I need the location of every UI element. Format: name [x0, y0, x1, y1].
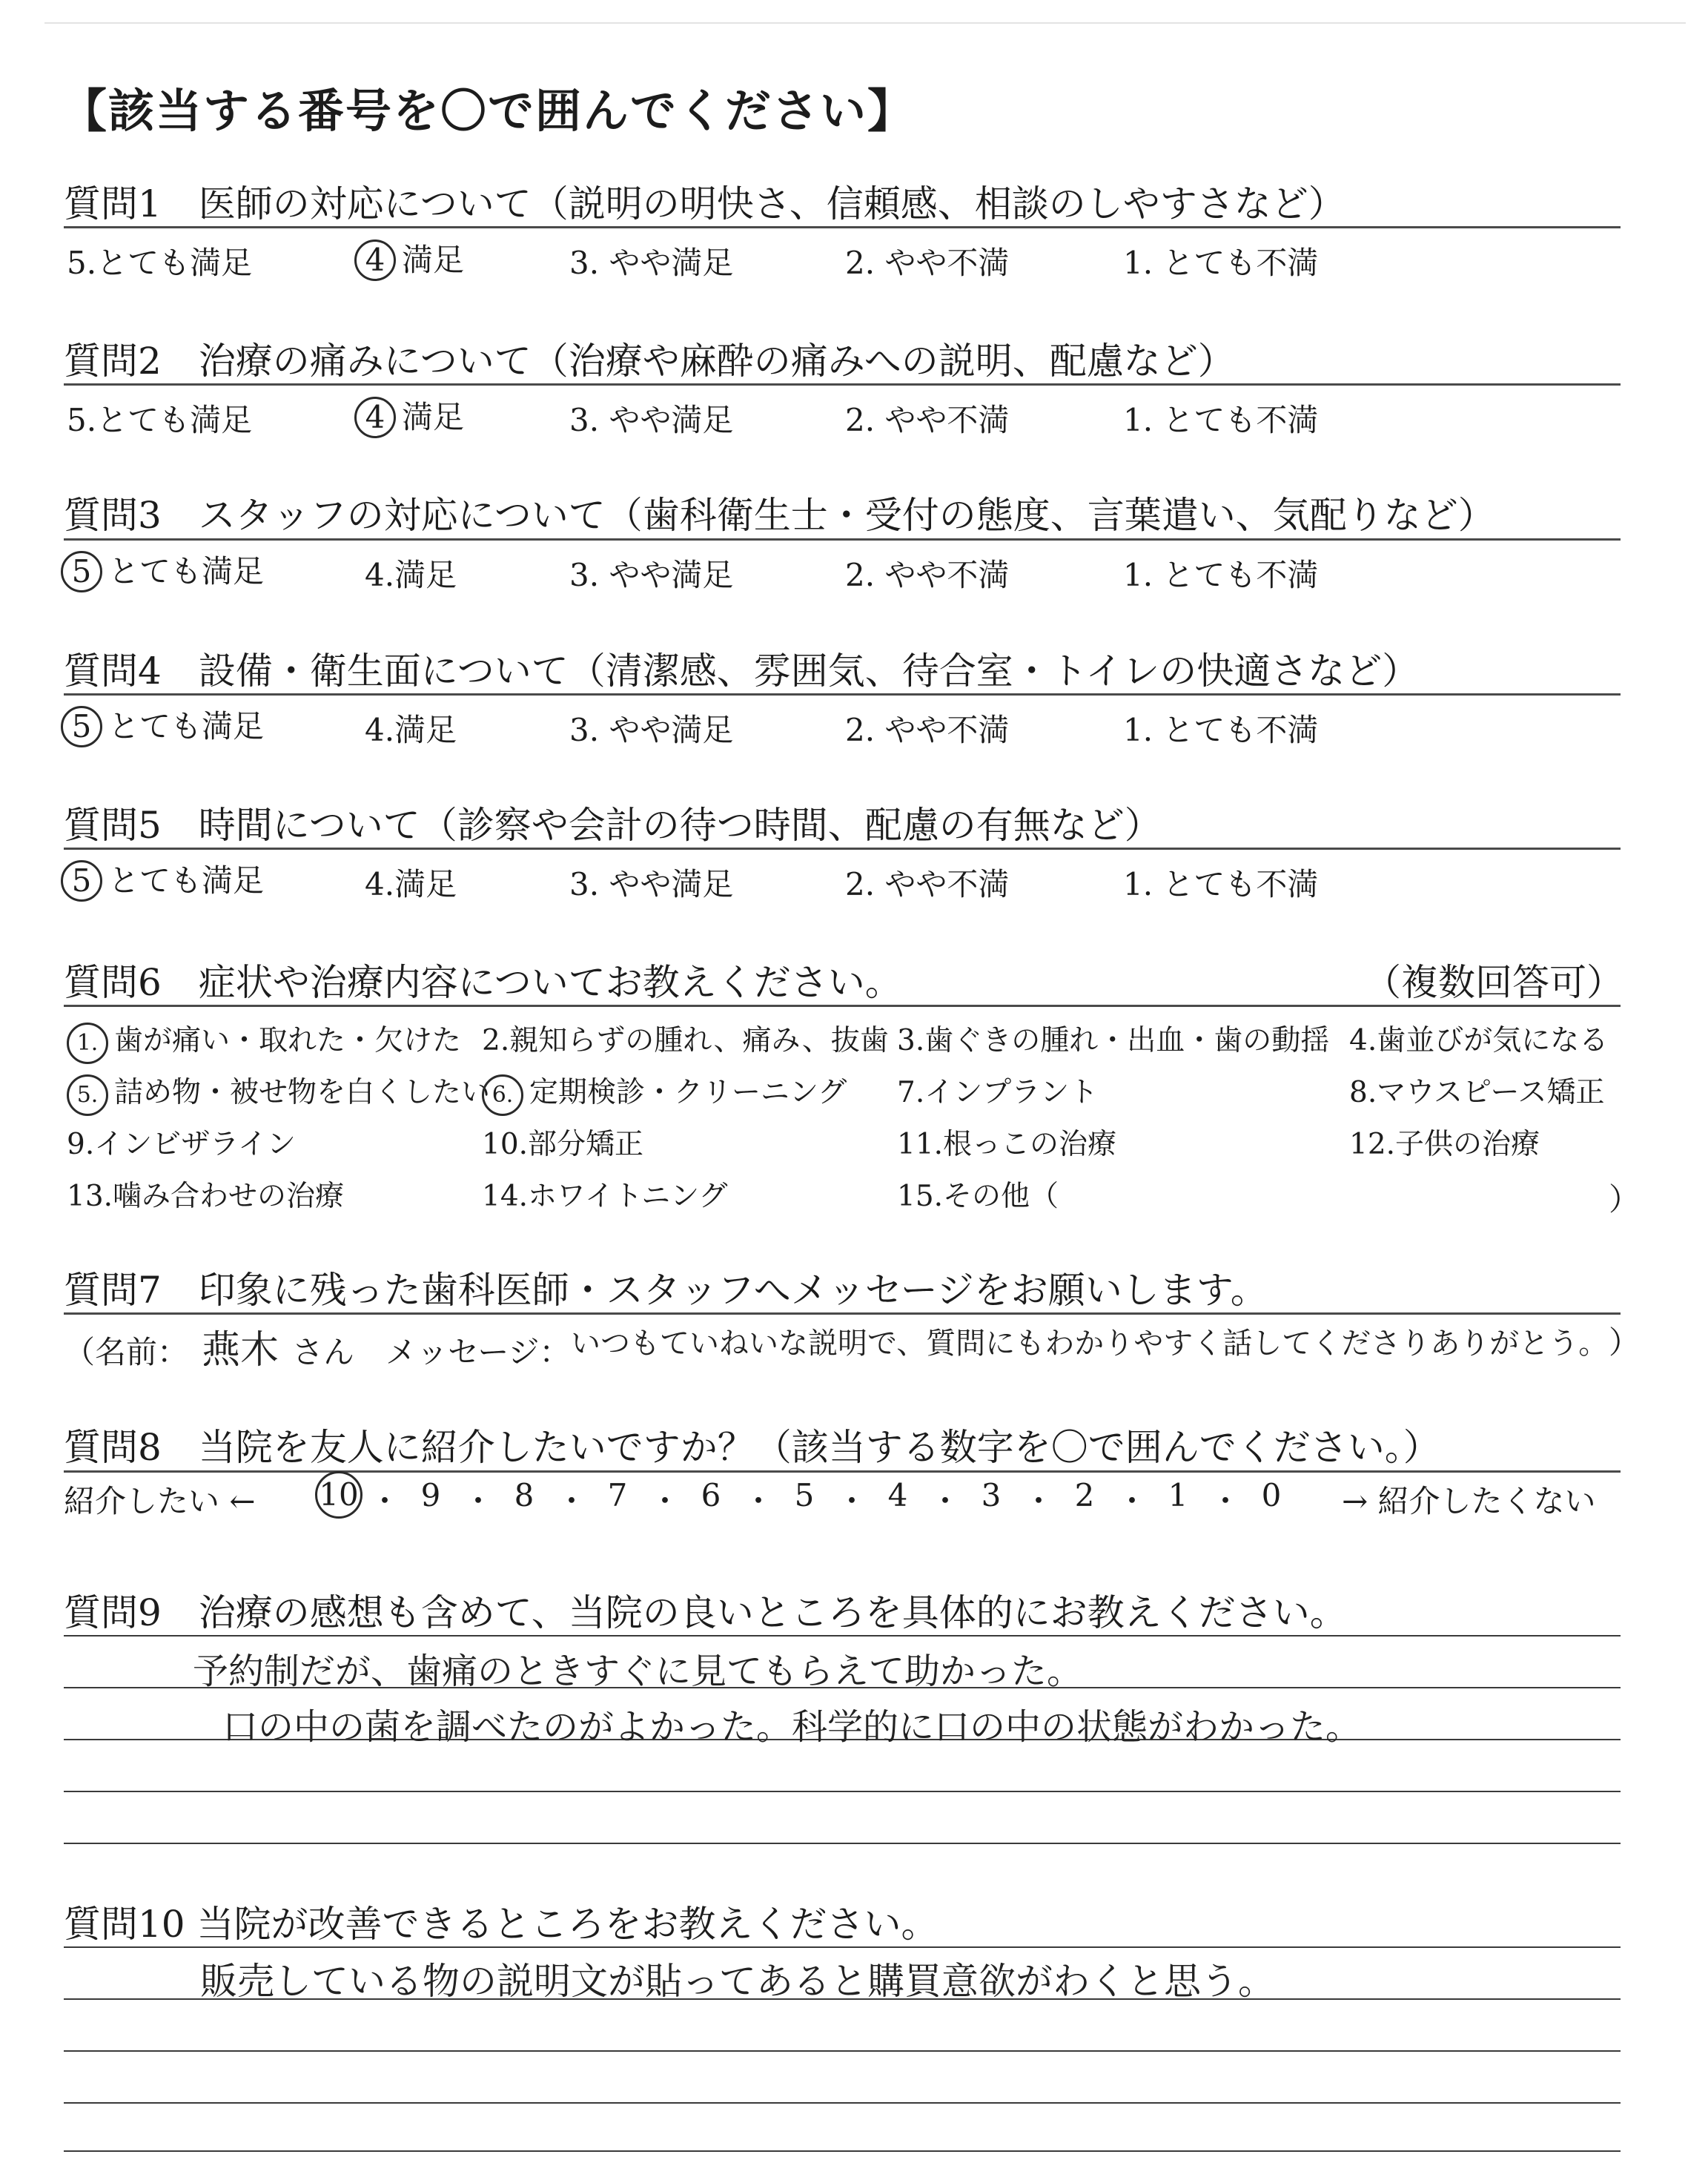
q2-title: 質問2 治療の痛みについて（治療や麻酔の痛みへの説明、配慮など）	[64, 340, 1235, 383]
q4-option-1[interactable]: 1. とても不満	[1123, 712, 1319, 748]
q6-option-4[interactable]	[1349, 1017, 1608, 1059]
option-label: 子供の治療	[1395, 1128, 1540, 1161]
q10-line-4	[64, 2102, 1621, 2104]
option-label: インプラント	[924, 1076, 1099, 1109]
q8-rule	[64, 1470, 1621, 1473]
scale-separator: ・	[836, 1483, 868, 1519]
selected-circle: 4	[354, 397, 396, 438]
scale-value-8[interactable]: 8	[514, 1477, 534, 1513]
q2-option-2[interactable]: 2. やや不満	[845, 402, 1010, 438]
option-label: ホワイトニング	[528, 1180, 728, 1213]
option-number: 7.	[897, 1076, 925, 1109]
q4-option-3[interactable]: 3. やや満足	[569, 712, 734, 748]
option-number: 3.	[897, 1024, 925, 1057]
q1-option-1[interactable]: 1. とても不満	[1123, 245, 1319, 281]
q8-title: 質問8 当院を友人に紹介したいですか？（該当する数字を〇で囲んでください。）	[64, 1426, 1440, 1469]
q6-option-7[interactable]	[897, 1069, 1098, 1111]
q6-multi-note: （複数回答可）	[1364, 961, 1623, 1004]
selected-circle: 5	[61, 706, 102, 747]
option-label: その他（	[943, 1180, 1059, 1213]
option-label: 部分矯正	[528, 1128, 644, 1161]
scale-separator: ・	[463, 1483, 494, 1519]
scale-value-7[interactable]: 7	[607, 1477, 628, 1513]
q4-option-4[interactable]: 4.満足	[365, 712, 457, 748]
q2-option-1[interactable]: 1. とても不満	[1123, 402, 1319, 438]
q3-option-1[interactable]: 1. とても不満	[1123, 557, 1319, 593]
option-number: 12.	[1349, 1128, 1396, 1161]
q1-rule	[64, 226, 1621, 228]
q10-title: 質問10 当院が改善できるところをお教えください。	[64, 1903, 939, 1946]
scale-value-2[interactable]: 2	[1074, 1477, 1095, 1513]
q7-message[interactable]: いつもていねいな説明で、質問にもわかりやすく話してくださりありがとう。	[571, 1327, 1609, 1361]
q4-option-2[interactable]: 2. やや不満	[845, 712, 1010, 748]
q3-title: 質問3 スタッフの対応について（歯科衛生士・受付の態度、言葉遣い、気配りなど）	[64, 494, 1495, 537]
q5-option-2[interactable]: 2. やや不満	[845, 866, 1010, 902]
option-number: 13.	[67, 1180, 113, 1213]
q6-option-9[interactable]	[67, 1121, 296, 1163]
option-number: 14.	[482, 1180, 529, 1213]
scale-separator: ・	[930, 1483, 961, 1519]
q3-rule	[64, 538, 1621, 541]
scale-value-4[interactable]: 4	[887, 1477, 908, 1513]
scale-value-1[interactable]: 1	[1168, 1477, 1188, 1513]
q7-name-line: （名前： 燕木 さん メッセージ：	[64, 1328, 571, 1373]
q5-option-5[interactable]: 5 とても満足	[61, 856, 264, 902]
q2-option-3[interactable]: 3. やや満足	[569, 402, 734, 438]
scale-separator: ・	[369, 1483, 401, 1519]
q6-option-14[interactable]	[482, 1173, 728, 1215]
q4-option-5[interactable]: 5 とても満足	[61, 702, 264, 747]
q6-title: 質問6 症状や治療内容についてお教えください。	[64, 961, 902, 1004]
q5-option-4[interactable]: 4.満足	[365, 866, 457, 902]
q1-option-4[interactable]: 4 満足	[354, 236, 464, 281]
q1-option-5[interactable]: 5.とても満足	[67, 245, 253, 281]
option-label: インビザライン	[94, 1128, 297, 1161]
option-number: 15.	[897, 1180, 944, 1213]
q6-option-8[interactable]	[1349, 1069, 1605, 1111]
q6-rule	[64, 1005, 1621, 1007]
q9-line-1	[64, 1635, 1621, 1636]
q1-title: 質問1 医師の対応について（説明の明快さ、信頼感、相談のしやすさなど）	[64, 182, 1345, 225]
scale-separator: ・	[1116, 1483, 1148, 1519]
q6-option-11[interactable]	[897, 1121, 1116, 1163]
q6-option-12[interactable]	[1349, 1121, 1540, 1163]
q6-option-10[interactable]	[482, 1121, 643, 1163]
option-label: 親知らずの腫れ、痛み、抜歯	[509, 1024, 889, 1057]
q10-line-1	[64, 1946, 1621, 1948]
selected-circle: 5.	[67, 1074, 108, 1116]
scale-value-5[interactable]: 5	[794, 1477, 815, 1513]
q6-option-3[interactable]	[897, 1017, 1329, 1059]
q7-title: 質問7 印象に残った歯科医師・スタッフへメッセージをお願いします。	[64, 1269, 1268, 1312]
option-label: 歯ぐきの腫れ・出血・歯の動揺	[924, 1024, 1330, 1057]
q3-option-2[interactable]: 2. やや不満	[845, 557, 1010, 593]
scale-value-10[interactable]: 10	[315, 1471, 363, 1519]
scale-separator: ・	[1023, 1483, 1055, 1519]
selected-circle: 5	[61, 551, 102, 592]
option-number: 11.	[897, 1128, 944, 1161]
q9-line-4	[64, 1791, 1621, 1792]
q7-rule	[64, 1312, 1621, 1315]
q10-line-5	[64, 2150, 1621, 2152]
q1-option-2[interactable]: 2. やや不満	[845, 245, 1010, 281]
q6-option-1[interactable]	[67, 1017, 461, 1064]
scale-value-6[interactable]: 6	[701, 1477, 721, 1513]
option-number: 4.	[1349, 1024, 1377, 1057]
option-number: 10.	[482, 1128, 529, 1161]
form-header: 【該当する番号を〇で囲んでください】	[61, 84, 916, 138]
q6-option-5[interactable]	[67, 1069, 490, 1116]
option-number: 8.	[1349, 1076, 1377, 1109]
selected-circle: 5	[61, 860, 102, 902]
option-label: 噛み合わせの治療	[113, 1180, 345, 1213]
q8-right-label: → 紹介したくない	[1342, 1483, 1596, 1519]
option-number: 9.	[67, 1128, 95, 1161]
q4-rule	[64, 693, 1621, 696]
q9-line-5	[64, 1843, 1621, 1844]
option-label: 詰め物・被せ物を白くしたい	[114, 1076, 491, 1109]
q10-answer-1[interactable]: 販売している物の説明文が貼ってあると購買意欲がわくと思う。	[200, 1960, 1275, 2003]
q9-answer-2[interactable]: 口の中の菌を調べたのがよかった。科学的に口の中の状態がわかった。	[222, 1706, 1362, 1748]
q5-option-1[interactable]: 1. とても不満	[1123, 866, 1319, 902]
selected-circle: 6.	[482, 1074, 523, 1116]
q2-option-5[interactable]: 5.とても満足	[67, 402, 253, 438]
option-label: 歯並びが気になる	[1377, 1024, 1609, 1057]
q3-option-4[interactable]: 4.満足	[365, 557, 457, 593]
q6-option-15[interactable]	[897, 1173, 1059, 1215]
q4-title: 質問4 設備・衛生面について（清潔感、雰囲気、待合室・トイレの快適さなど）	[64, 650, 1420, 693]
scale-separator: ・	[556, 1483, 588, 1519]
q5-rule	[64, 848, 1621, 850]
q2-rule	[64, 383, 1621, 386]
option-number: 2.	[482, 1024, 510, 1057]
selected-circle: 4	[354, 240, 396, 281]
option-label: 根っこの治療	[943, 1128, 1117, 1161]
option-label: マウスピース矯正	[1377, 1076, 1605, 1109]
q6-option-2[interactable]	[482, 1017, 889, 1059]
q1-option-3[interactable]: 3. やや満足	[569, 245, 734, 281]
q6-other-close: ）	[1609, 1181, 1641, 1218]
q8-left-label: 紹介したい ←	[64, 1483, 256, 1519]
scale-separator: ・	[743, 1483, 775, 1519]
scale-value-3[interactable]: 3	[981, 1477, 1002, 1513]
q2-option-4[interactable]: 4 満足	[354, 393, 464, 438]
q5-title: 質問5 時間について（診察や会計の待つ時間、配慮の有無など）	[64, 804, 1162, 847]
q9-answer-1[interactable]: 予約制だが、歯痛のときすぐに見てもらえて助かった。	[193, 1651, 1083, 1692]
scale-value-0[interactable]: 0	[1261, 1477, 1282, 1513]
scale-separator: ・	[649, 1483, 681, 1519]
top-border	[44, 22, 1686, 24]
q3-option-3[interactable]: 3. やや満足	[569, 557, 734, 593]
q5-option-3[interactable]: 3. やや満足	[569, 866, 734, 902]
q6-option-6[interactable]	[482, 1069, 847, 1116]
q6-option-13[interactable]	[67, 1173, 344, 1215]
q7-close: ）	[1609, 1324, 1641, 1361]
option-label: 定期検診・クリーニング	[529, 1076, 847, 1109]
q7-name-value[interactable]: 燕木	[202, 1328, 279, 1373]
q10-line-3	[64, 2050, 1621, 2052]
q3-option-5[interactable]: 5 とても満足	[61, 547, 264, 592]
q9-title: 質問9 治療の感想も含めて、当院の良いところを具体的にお教えください。	[64, 1591, 1347, 1634]
option-label: 歯が痛い・取れた・欠けた	[114, 1024, 462, 1057]
scale-separator: ・	[1210, 1483, 1242, 1519]
selected-circle: 1.	[67, 1023, 108, 1064]
scale-value-9[interactable]: 9	[420, 1477, 441, 1513]
